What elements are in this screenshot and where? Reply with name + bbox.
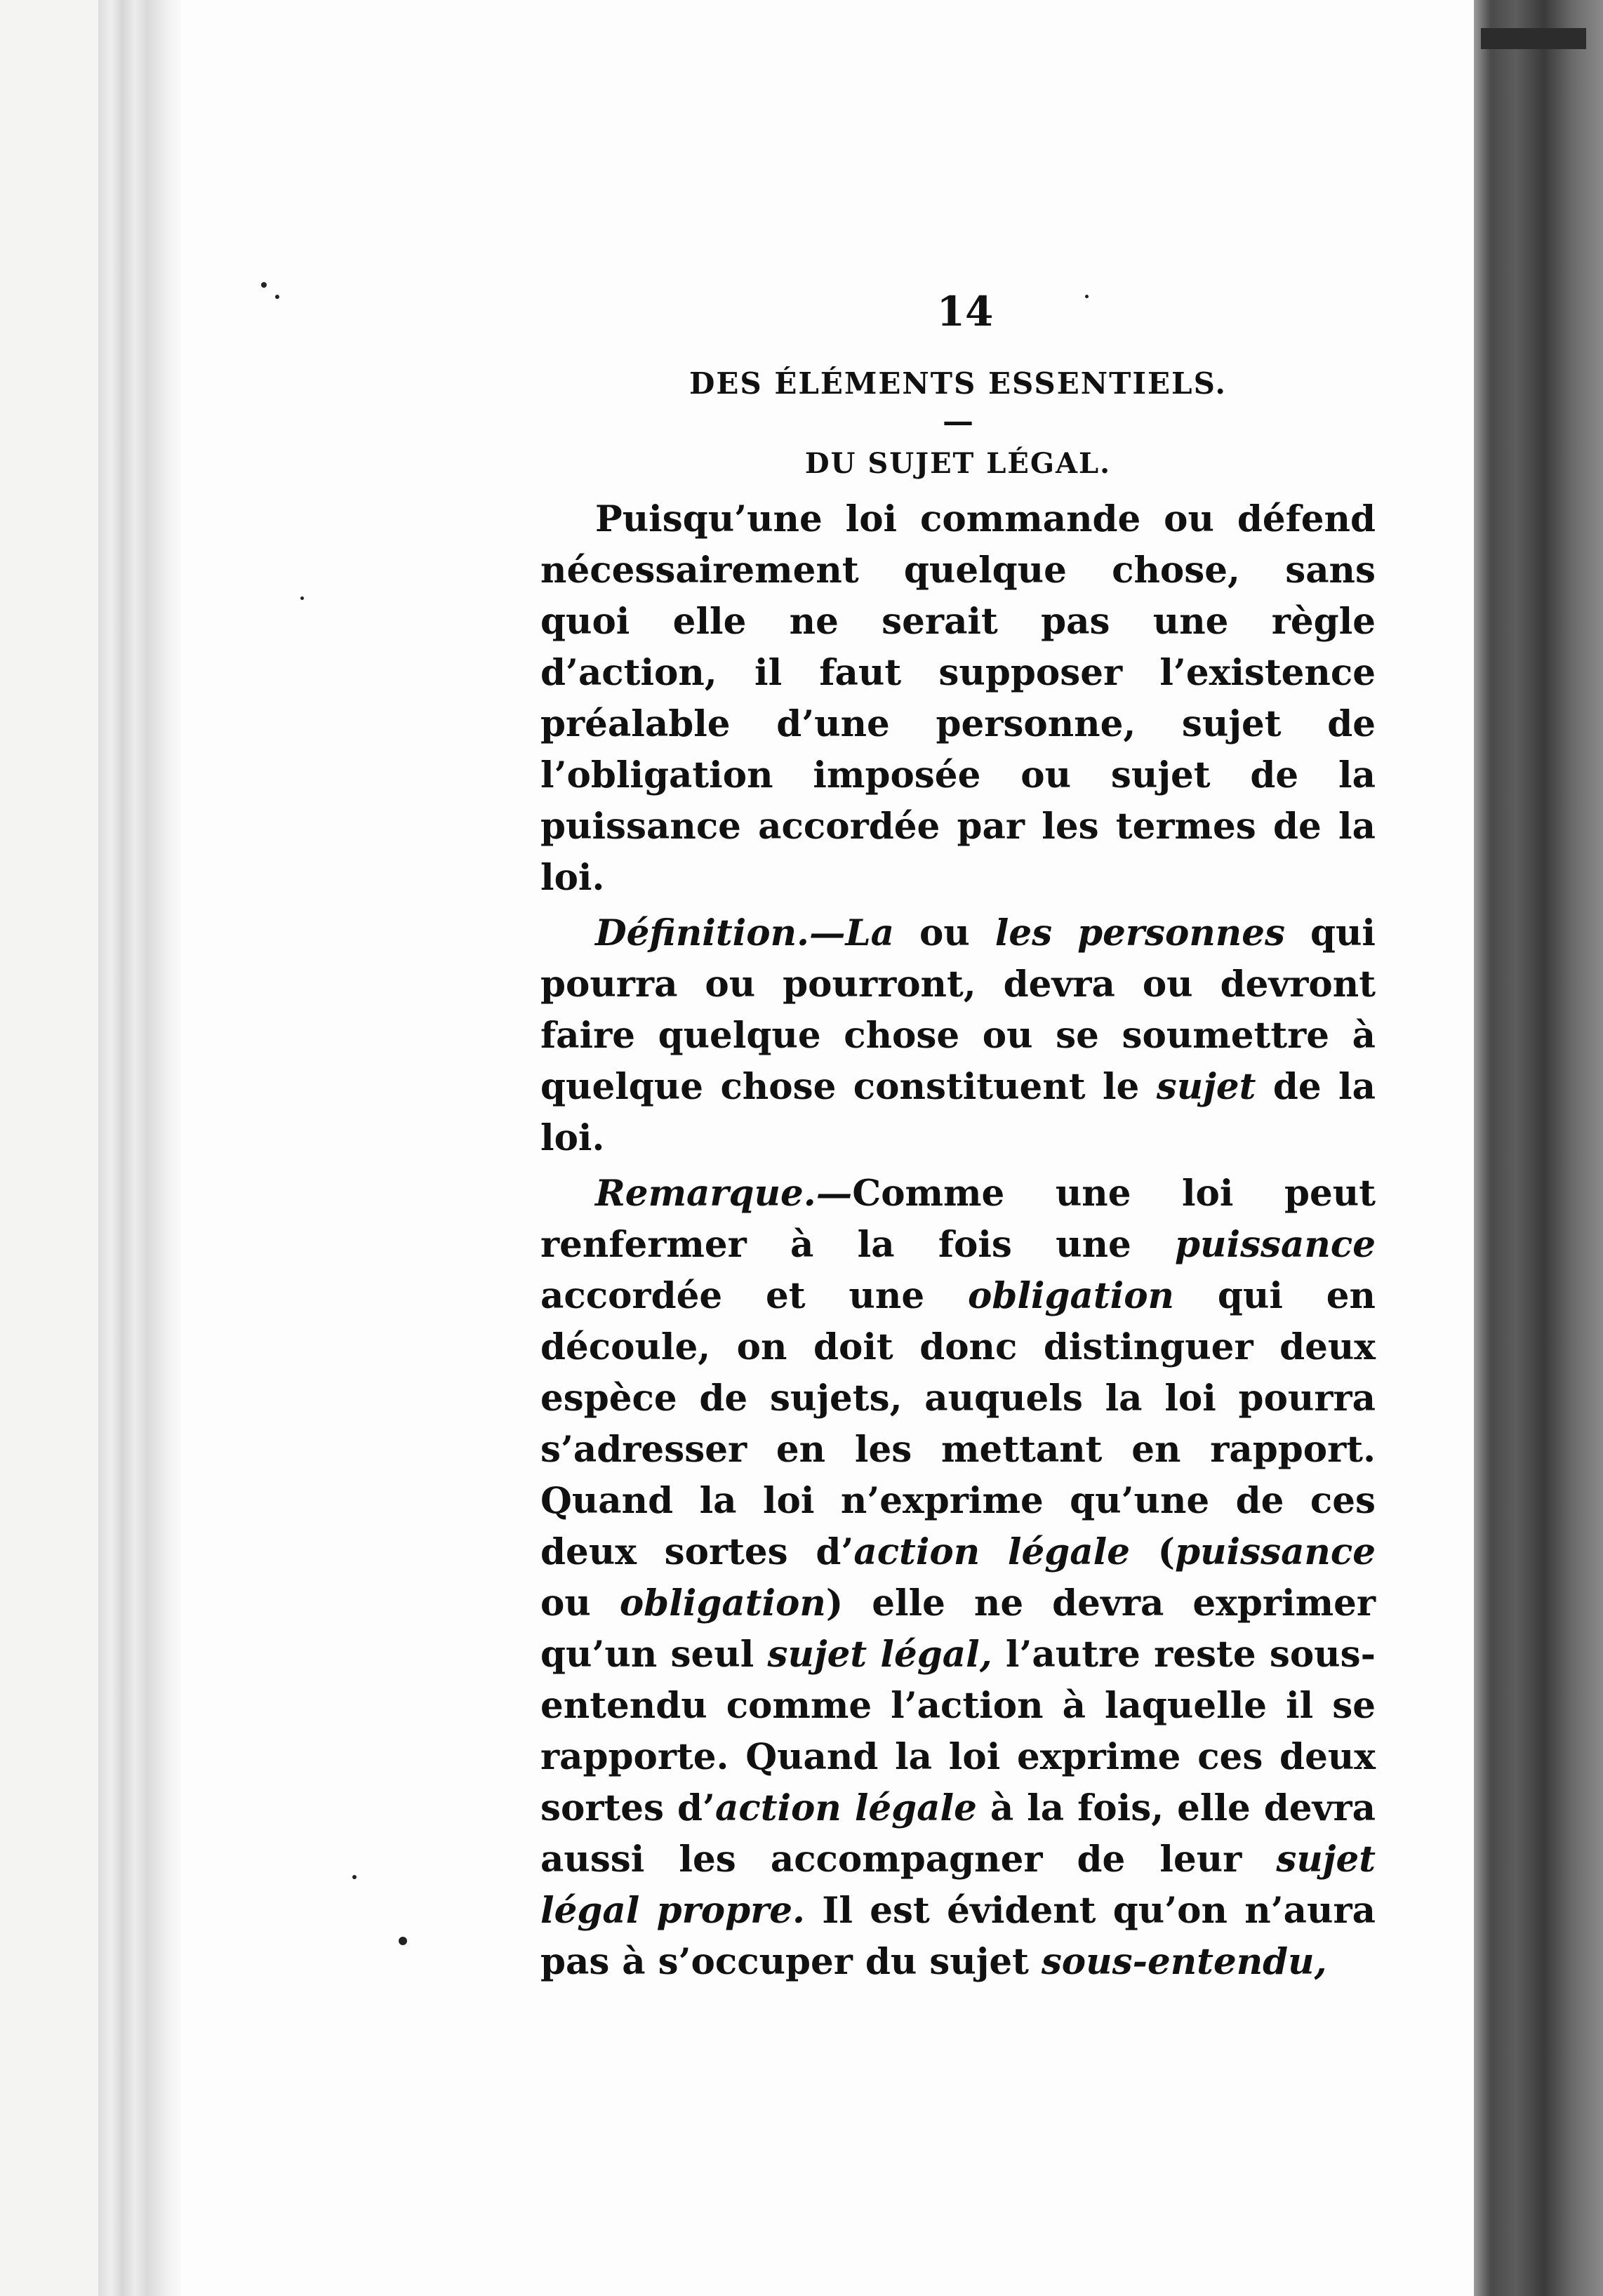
text-run: ou [540, 1582, 620, 1624]
text-run: ) elle ne devra exprimer qu’un seul [540, 1582, 1376, 1676]
spine-dark-band [1481, 28, 1586, 49]
scan-speck [399, 1937, 407, 1945]
page-number: 14 [936, 288, 994, 335]
paragraph-remarque [540, 1168, 1376, 1988]
text-run: accordée et une [540, 1275, 968, 1317]
section-heading: DES ÉLÉMENTS ESSENTIELS. [689, 366, 1228, 401]
text-run: à la fois, elle devra aussi les accompagner de leur [540, 1787, 1376, 1881]
italic-run: les personnes [995, 912, 1285, 954]
scan-speck [275, 295, 279, 299]
italic-run: Remarque.— [595, 1173, 853, 1215]
italic-run: action légale [853, 1531, 1130, 1573]
page-text [540, 288, 1376, 1988]
subsection-heading: DU SUJET LÉGAL. [804, 447, 1112, 480]
italic-run: sujet [1156, 1066, 1256, 1108]
heading-dash: — [943, 403, 973, 439]
text-run: Il est évident qu’on n’aura pas à s’occuper du sujet [540, 1890, 1376, 1983]
italic-run: Définition.—La [595, 912, 895, 954]
scan-speck [300, 596, 304, 600]
italic-run: sous-entendu, [1041, 1941, 1327, 1983]
text-run: Comme une loi peut renfermer à la fois une [540, 1173, 1376, 1266]
paragraph-definition [540, 908, 1376, 1164]
text-run: ou [894, 912, 995, 954]
italic-run: sujet légal, [767, 1634, 992, 1676]
text-run: ( [1129, 1531, 1176, 1573]
text-run: de la loi. [540, 1066, 1376, 1159]
italic-run: puissance [1175, 1531, 1376, 1573]
italic-run: obligation [619, 1582, 826, 1624]
paragraph-intro [540, 494, 1376, 904]
text-run: Puisqu’une loi commande ou défend nécessairement quelque chose, sans quoi elle ne serait pas une règle d’action, il faut supposer l’existence préalable d’une personne, sujet de l’obligation imposée ou sujet de la puissance accordée par les termes de la loi. [540, 498, 1376, 899]
text-run: qui en découle, on doit donc distinguer deux espèce de sujets, auquels la loi pourra s’adresser en les mettant en rapport. Quand la loi n’exprime qu’une de ces deux sortes d’ [540, 1275, 1376, 1573]
page-stack-edge [98, 0, 182, 2296]
book-spine [1474, 0, 1603, 2296]
italic-run: obligation [967, 1275, 1174, 1317]
text-run: qui pourra ou pourront, devra ou devront faire quelque chose ou se soumettre à quelque chose constituent le [540, 912, 1376, 1108]
italic-run: sujet légal propre. [540, 1838, 1376, 1932]
italic-run: action légale [714, 1787, 977, 1829]
scan-speck [261, 282, 267, 288]
scan-speck [352, 1875, 357, 1879]
text-run: l’autre reste sous-entendu comme l’action à laquelle il se rapporte. Quand la loi exprime ces deux sortes d’ [540, 1634, 1376, 1829]
italic-run: puissance [1175, 1224, 1376, 1266]
